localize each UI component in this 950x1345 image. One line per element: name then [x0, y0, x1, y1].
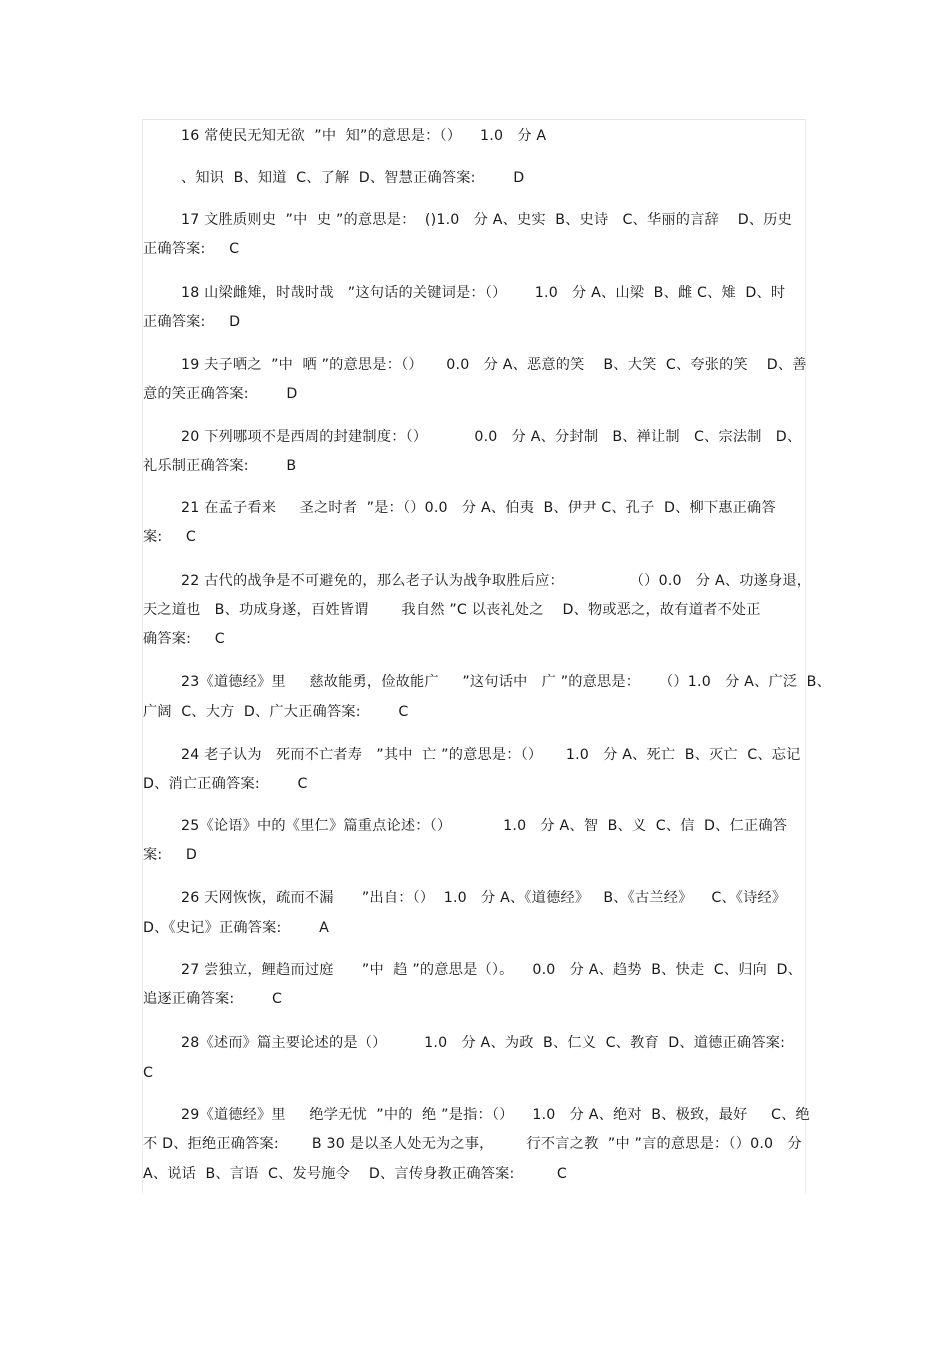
question-24-line-1: 24 老子认为 死而不亡者寿 ”其中 亡 ”的意思是：（） 1.0 分 A、死亡 B、灭亡 C、忘记 [181, 747, 801, 763]
question-17-line-1: 17 文胜质则史 ”中 史 ”的意思是： ()1.0 分 A、史实 B、史诗 C、华丽的言辞 D、历史 [181, 212, 793, 228]
question-21-line-2: 案: C [143, 529, 197, 545]
question-20-line-2: 礼乐制正确答案: B [143, 458, 297, 474]
question-19-line-2: 意的笑正确答案: D [143, 386, 298, 402]
question-23-line-2: 广阔 C、大方 D、广大正确答案: C [143, 704, 409, 720]
question-22-line-3: 确答案: C [143, 631, 225, 647]
question-24-line-2: D、消亡正确答案: C [143, 776, 308, 792]
question-28-line-1: 28《述而》篇主要论述的是（） 1.0 分 A、为政 B、仁义 C、教育 D、道德正确答案: [181, 1035, 786, 1051]
question-20-line-1: 20 下列哪项不是西周的封建制度：（） 0.0 分 A、分封制 B、禅让制 C、宗法制 D、 [181, 429, 802, 445]
question-27-line-2: 追逐正确答案: C [143, 991, 283, 1007]
question-21-line-1: 21 在孟子看来 圣之时者 ”是：（）0.0 分 A、伯夷 B、伊尹 C、孔子 D、柳下惠正确答 [181, 500, 776, 516]
question-27-line-1: 27 尝独立，鲤趋而过庭 ”中 趋 ”的意思是（）。 0.0 分 A、趋势 B、快走 C、归向 D、 [181, 962, 802, 978]
question-26-line-1: 26 天网恢恢，疏而不漏 ”出自：（） 1.0 分 A、《道德经》 B、《古兰经》 C、《诗经》 [181, 890, 787, 906]
question-17-line-2: 正确答案: C [143, 241, 240, 257]
question-30-line-3: A、说话 B、言语 C、发号施令 D、言传身教正确答案: C [143, 1166, 567, 1182]
question-16-line-1: 16 常使民无知无欲 ”中 知”的意思是：（） 1.0 分 A [181, 128, 547, 144]
question-28-line-2: C [143, 1065, 154, 1081]
question-29-line-2: 不 D、拒绝正确答案: B 30 是以圣人处无为之事， 行不言之教 ”中 ”言的意思是：（）0.0 分 [143, 1136, 802, 1152]
question-22-line-2: 天之道也 B、功成身遂，百姓皆谓 我自然 ”C 以丧礼处之 D、物或恶之，故有道者不处正 [143, 602, 761, 618]
question-25-line-1: 25《论语》中的《里仁》篇重点论述：（） 1.0 分 A、智 B、义 C、信 D、仁正确答 [181, 818, 788, 834]
question-16-line-2: 、知识 B、知道 C、了解 D、智慧正确答案: D [181, 170, 525, 186]
question-18-line-1: 18 山梁雌雉，时哉时哉 ”这句话的关键词是：（） 1.0 分 A、山梁 B、雌 C、雉 D、时 [181, 285, 786, 301]
question-25-line-2: 案: D [143, 847, 198, 863]
question-22-line-1: 22 古代的战争是不可避免的，那么老子认为战争取胜后应： （）0.0 分 A、功遂身退， [181, 573, 812, 589]
question-29-line-1: 29《道德经》里 绝学无忧 ”中的 绝 ”是指：（） 1.0 分 A、绝对 B、极致，最好 C、绝 [181, 1107, 810, 1123]
question-18-line-2: 正确答案: D [143, 314, 241, 330]
question-26-line-2: D、《史记》正确答案: A [143, 920, 330, 936]
question-23-line-1: 23《道德经》里 慈故能勇，俭故能广 ”这句话中 广 ”的意思是： （）1.0 分 A、广泛 B、 [181, 674, 831, 690]
question-19-line-1: 19 夫子哂之 ”中 哂 ”的意思是：（） 0.0 分 A、恶意的笑 B、大笑 C、夸张的笑 D、善 [181, 357, 807, 373]
